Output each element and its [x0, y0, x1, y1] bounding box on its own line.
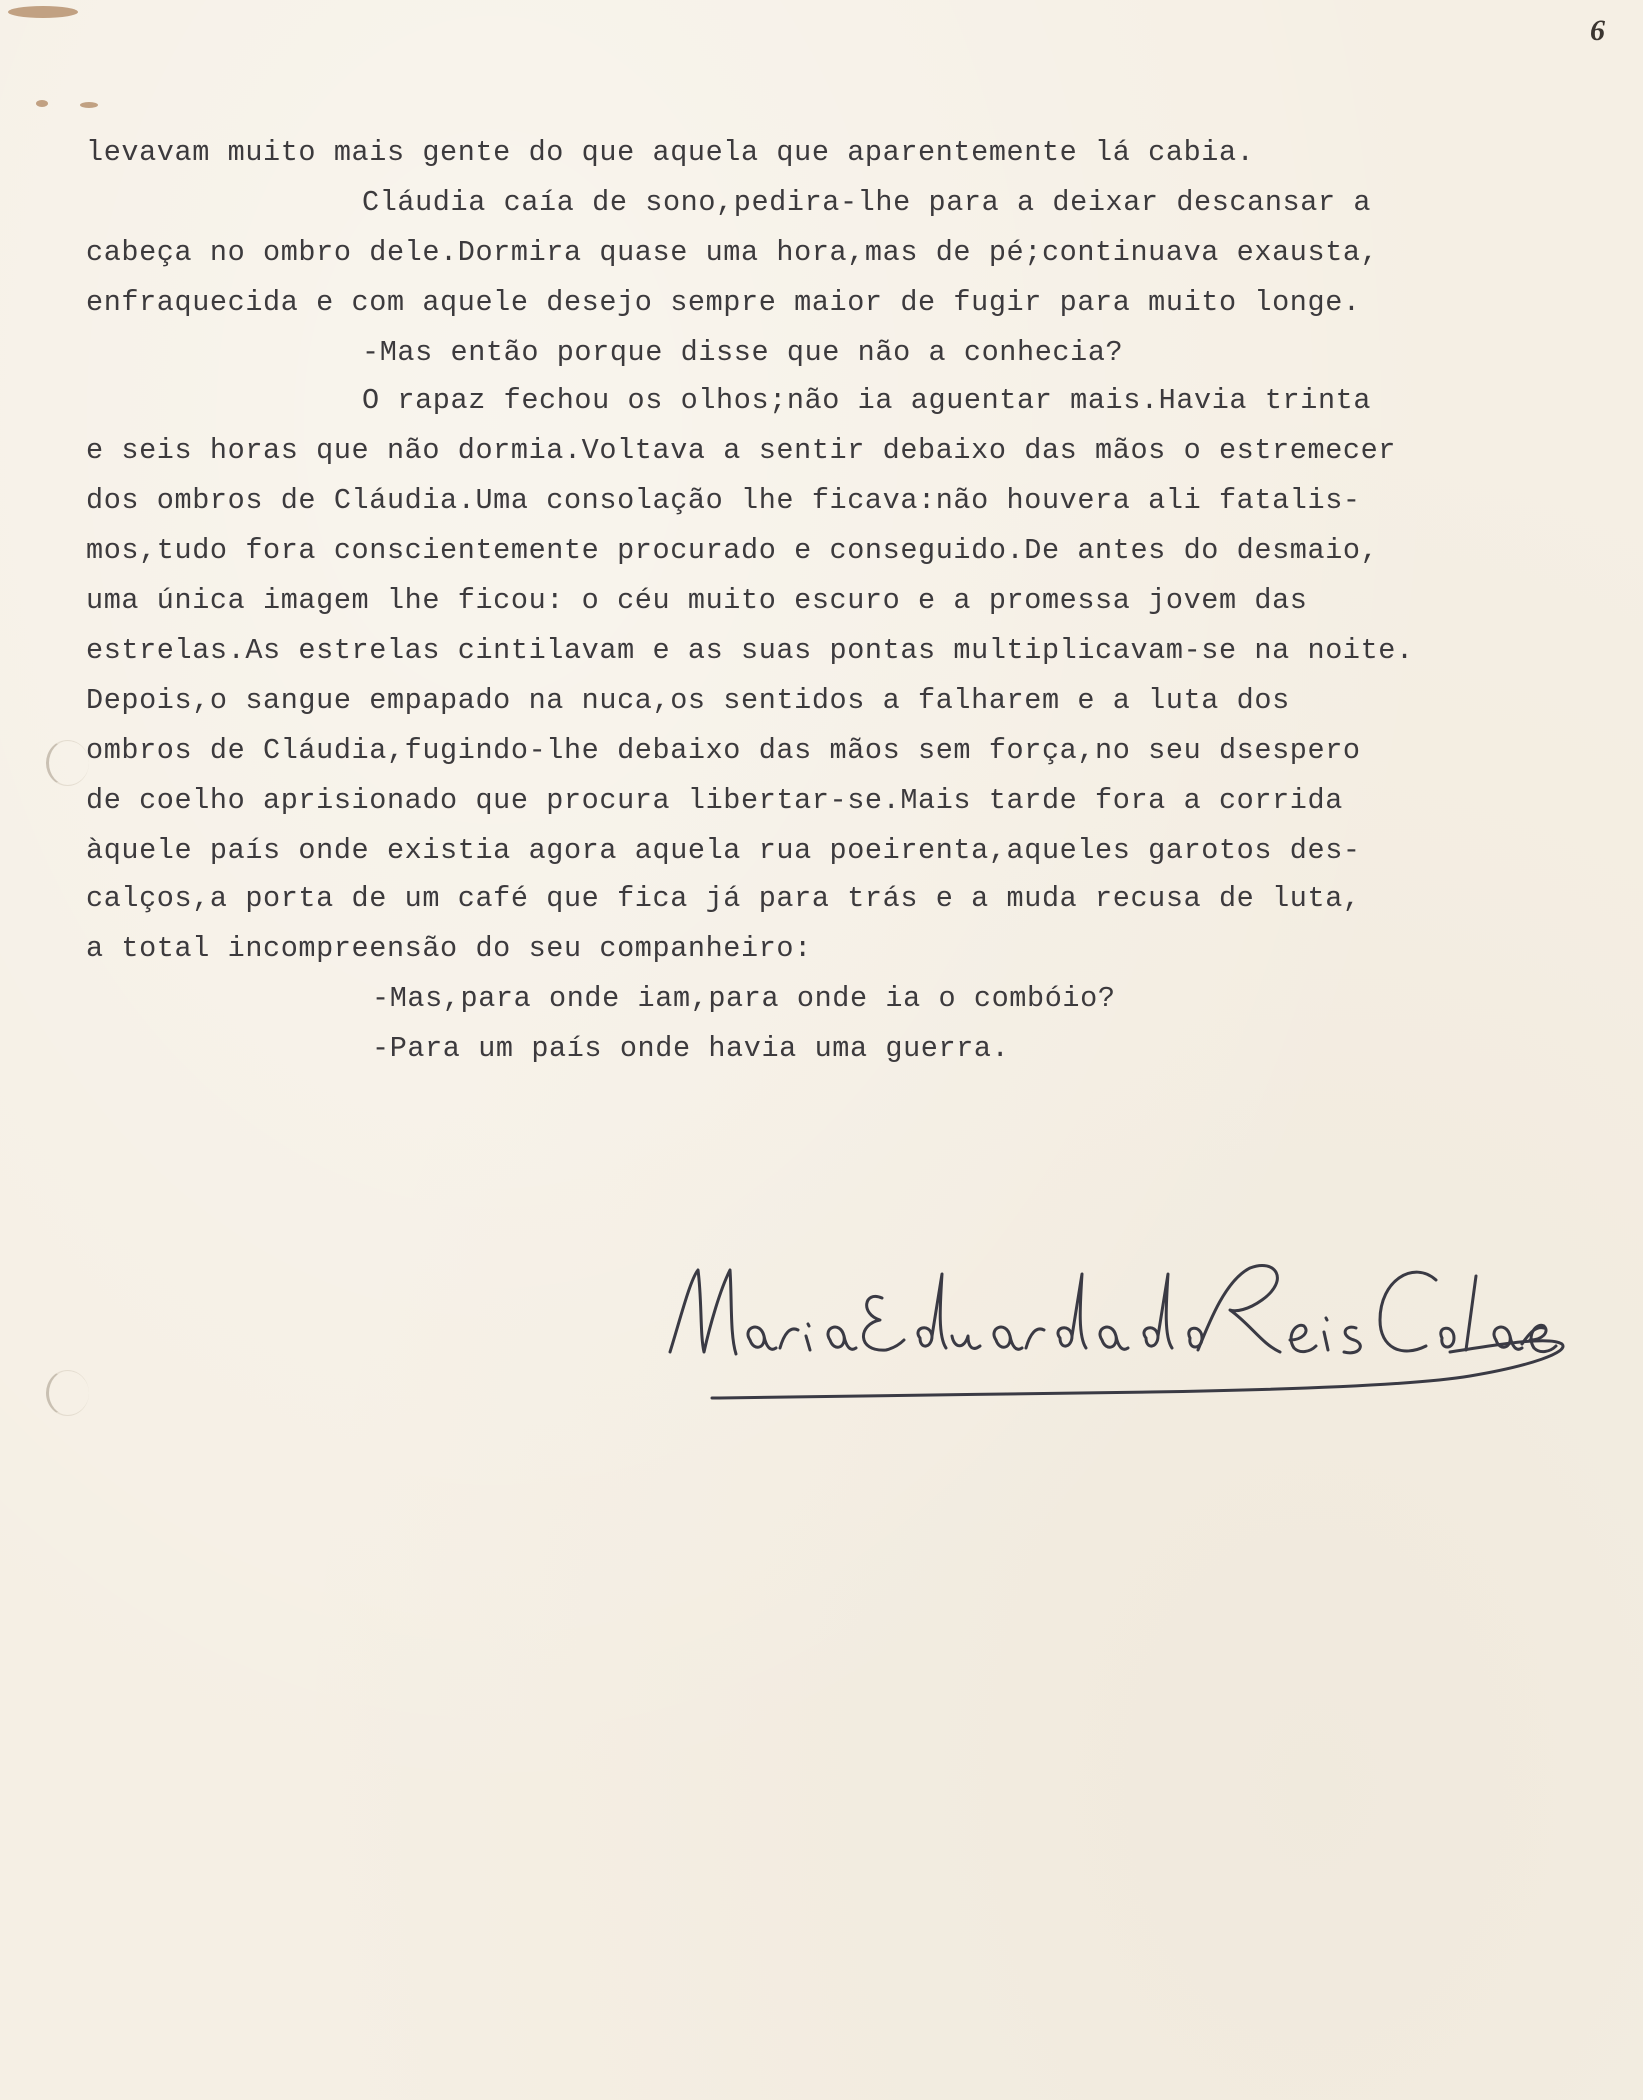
text-line: estrelas.As estrelas cintilavam e as suas pontas multiplicavam-se na noite.: [86, 634, 1414, 667]
text-line: e seis horas que não dormia.Voltava a sentir debaixo das mãos o estremecer: [86, 434, 1397, 467]
text-line: cabeça no ombro dele.Dormira quase uma hora,mas de pé;continuava exausta,: [86, 236, 1379, 269]
text-line: enfraquecida e com aquele desejo sempre maior de fugir para muito longe.: [86, 286, 1361, 319]
text-line: -Mas,para onde iam,para onde ia o combóio?: [372, 982, 1116, 1015]
typed-text: [0, 0, 1414, 1065]
text-line: calços,a porta de um café que fica já para trás e a muda recusa de luta,: [86, 882, 1361, 915]
text-line: dos ombros de Cláudia.Uma consolação lhe ficava:não houvera ali fatalis-: [86, 484, 1361, 517]
text-line: levavam muito mais gente do que aquela que aparentemente lá cabia.: [86, 136, 1255, 169]
text-line: ombros de Cláudia,fugindo-lhe debaixo das mãos sem força,no seu dsespero: [86, 734, 1361, 767]
rust-stain: [80, 102, 98, 108]
text-line: uma única imagem lhe ficou: o céu muito escuro e a promessa jovem das: [86, 584, 1308, 617]
text-line: Depois,o sangue empapado na nuca,os sentidos a falharem e a luta dos: [86, 684, 1290, 717]
text-line: mos,tudo fora conscientemente procurado e conseguido.De antes do desmaio,: [86, 534, 1379, 567]
text-line: àquele país onde existia agora aquela rua poeirenta,aqueles garotos des-: [86, 834, 1361, 867]
page-number: 6: [1590, 14, 1605, 47]
text-line: a total incompreensão do seu companheiro:: [86, 932, 812, 965]
text-line: -Mas então porque disse que não a conhecia?: [362, 336, 1124, 369]
handwritten-signature: [650, 1240, 1570, 1420]
text-line: Cláudia caía de sono,pedira-lhe para a deixar descansar a: [362, 186, 1372, 219]
text-line: O rapaz fechou os olhos;não ia aguentar mais.Havia trinta: [362, 384, 1372, 417]
punch-hole: [46, 1370, 89, 1416]
text-line: de coelho aprisionado que procura libertar-se.Mais tarde fora a corrida: [86, 784, 1343, 817]
punch-hole: [46, 740, 89, 786]
text-line: -Para um país onde havia uma guerra.: [372, 1032, 1010, 1065]
